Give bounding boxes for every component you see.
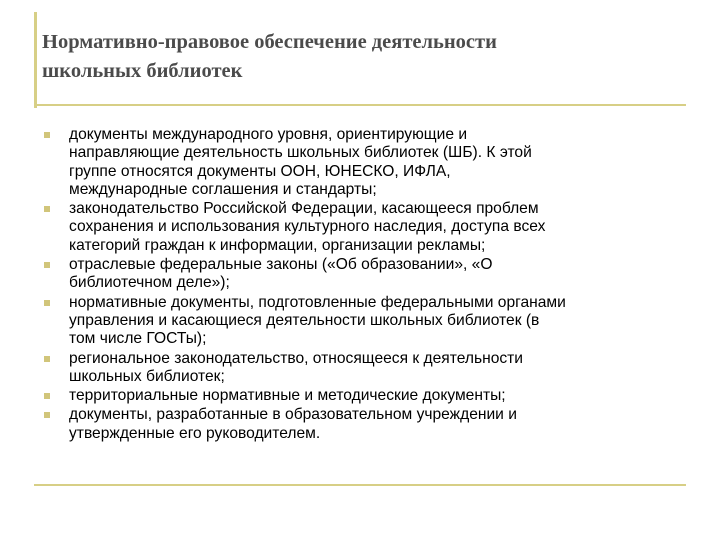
list-item-text: библиотечном деле»);	[69, 274, 230, 292]
square-bullet-icon	[44, 262, 50, 268]
list-item-text: документы международного уровня, ориентирующие и	[69, 126, 468, 143]
slide-title-line-1: Нормативно-правовое обеспечение деятельности	[42, 31, 497, 53]
slide-title	[42, 28, 662, 86]
list-item-text: школьных библиотек;	[69, 367, 225, 385]
list-item-text: группе относятся документы ООН, ЮНЕСКО, ИФЛА,	[69, 162, 451, 180]
list-item-text: международные соглашения и стандарты;	[69, 180, 377, 198]
list-item	[42, 350, 692, 387]
list-item-text: документы, разработанные в образовательном учреждении и	[69, 406, 517, 424]
slide-title-line-2: школьных библиотек	[42, 60, 243, 82]
list-item	[42, 126, 692, 199]
square-bullet-icon	[44, 393, 50, 399]
list-item-text: том числе ГОСТы);	[69, 330, 207, 348]
list-item	[42, 406, 692, 443]
square-bullet-icon	[44, 300, 50, 306]
list-item-text: нормативные документы, подготовленные федеральными органами	[69, 293, 566, 311]
bullet-list	[42, 126, 692, 444]
list-item-text: сохранения и использования культурного наследия, доступа всех	[69, 218, 546, 236]
square-bullet-icon	[44, 206, 50, 212]
list-item-text: утвержденные его руководителем.	[69, 424, 321, 442]
list-item	[42, 387, 692, 405]
list-item-text: региональное законодательство, относящееся к деятельности	[69, 349, 524, 367]
list-item-text: направляющие деятельность школьных библиотек (ШБ). К этой	[69, 144, 532, 162]
square-bullet-icon	[44, 356, 50, 362]
list-item	[42, 200, 692, 255]
footer-divider	[34, 484, 686, 486]
left-accent-rule	[34, 12, 37, 108]
list-item-text: управления и касающиеся деятельности школьных библиотек (в	[69, 311, 540, 329]
list-item	[42, 256, 692, 293]
square-bullet-icon	[44, 132, 50, 138]
list-item-text: категорий граждан к информации, организации рекламы;	[69, 236, 486, 254]
title-divider	[34, 104, 686, 106]
list-item	[42, 294, 692, 349]
square-bullet-icon	[44, 412, 50, 418]
list-item-text: отраслевые федеральные законы («Об образовании», «О	[69, 256, 493, 274]
list-item-text: территориальные нормативные и методические документы;	[69, 387, 506, 405]
list-item-text: законодательство Российской Федерации, касающееся проблем	[69, 200, 539, 218]
